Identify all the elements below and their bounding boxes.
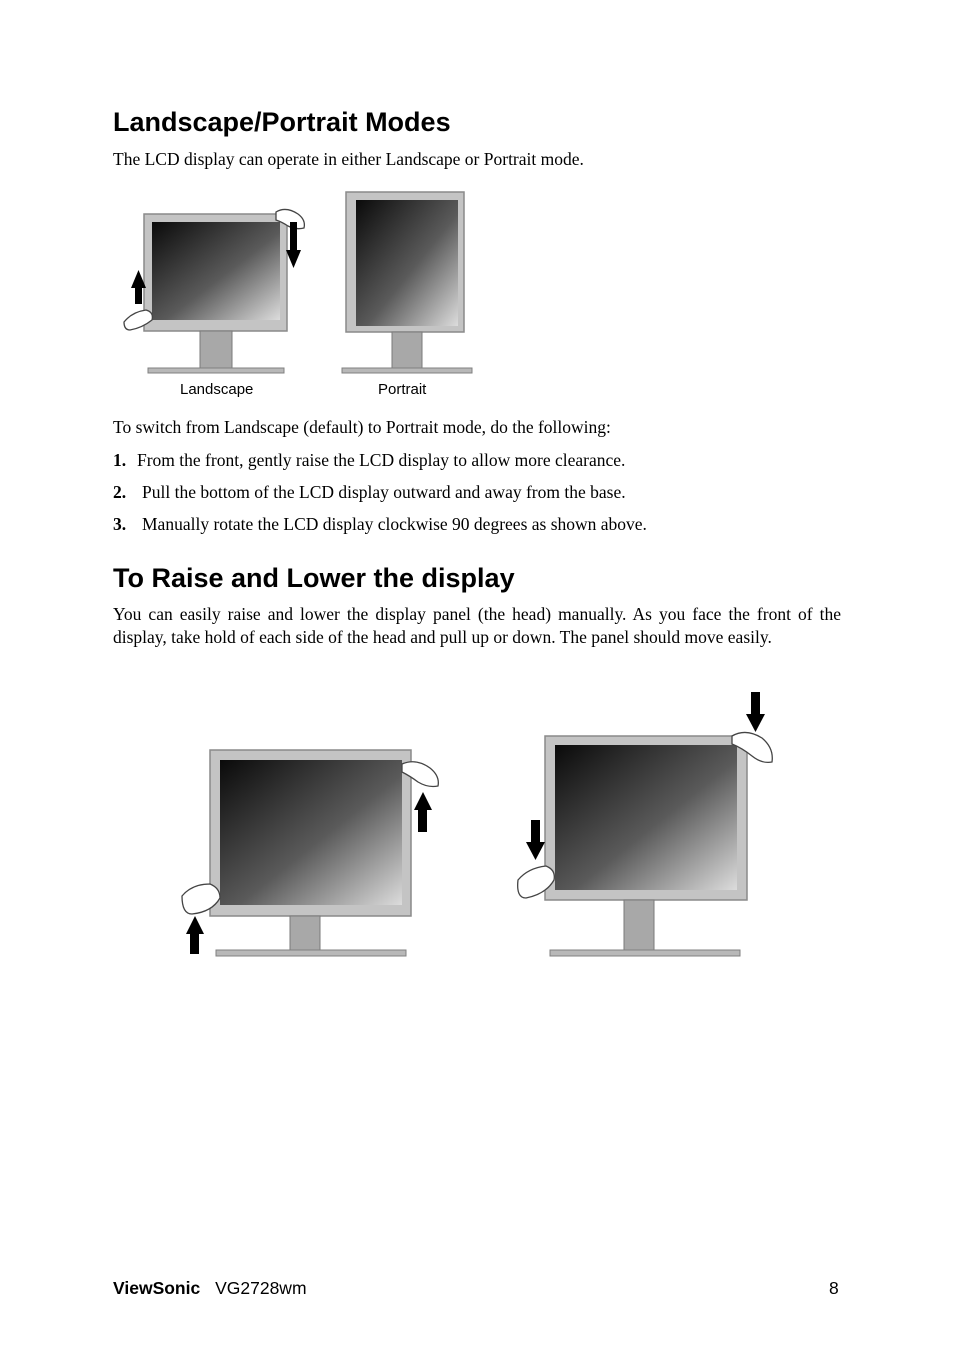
hand-icon: [276, 209, 304, 228]
section-heading-landscape-portrait: Landscape/Portrait Modes: [113, 107, 451, 137]
intro-paragraph: The LCD display can operate in either Landscape or Portrait mode.: [113, 149, 584, 169]
caption-portrait: Portrait: [378, 381, 427, 398]
raise-lower-paragraph: You can easily raise and lower the display panel (the head) manually. As you face the front of the display, take hold of each side of the head and pull up or down. The panel should move easily.: [113, 604, 841, 647]
hand-icon: [732, 732, 772, 762]
arrow-down-icon: [746, 692, 765, 732]
arrow-up-icon: [414, 792, 432, 832]
hand-icon: [182, 884, 220, 914]
step-text: From the front, gently raise the LCD display to allow more clearance.: [137, 450, 626, 470]
caption-landscape: Landscape: [180, 381, 254, 398]
step-number: 2.: [113, 482, 127, 502]
switch-instructions-intro: To switch from Landscape (default) to Portrait mode, do the following:: [113, 417, 611, 437]
footer-model: VG2728wm: [215, 1278, 307, 1298]
hand-icon: [518, 866, 555, 898]
raise-monitor-illustration: [210, 750, 411, 956]
portrait-monitor-illustration: [342, 192, 472, 373]
hand-icon: [402, 762, 438, 787]
step-number: 1.: [113, 450, 127, 470]
step-item: [113, 449, 625, 472]
arrow-up-icon: [186, 916, 204, 954]
landscape-monitor-illustration: [144, 214, 287, 373]
arrow-up-icon: [131, 270, 146, 304]
section-heading-raise-lower: To Raise and Lower the display: [113, 563, 515, 593]
step-item: [113, 481, 626, 504]
footer-brand: [113, 1277, 307, 1299]
page-number: 8: [829, 1278, 839, 1298]
arrow-down-icon: [526, 820, 545, 860]
step-text: Manually rotate the LCD display clockwise 90 degrees as shown above.: [142, 514, 647, 534]
step-item: [113, 513, 647, 536]
arrow-down-icon: [286, 222, 301, 268]
hand-icon: [124, 310, 152, 330]
step-number: 3.: [113, 514, 127, 534]
step-text: Pull the bottom of the LCD display outward and away from the base.: [142, 482, 626, 502]
lower-monitor-illustration: [545, 736, 747, 956]
footer-brand-name: ViewSonic: [113, 1278, 201, 1298]
